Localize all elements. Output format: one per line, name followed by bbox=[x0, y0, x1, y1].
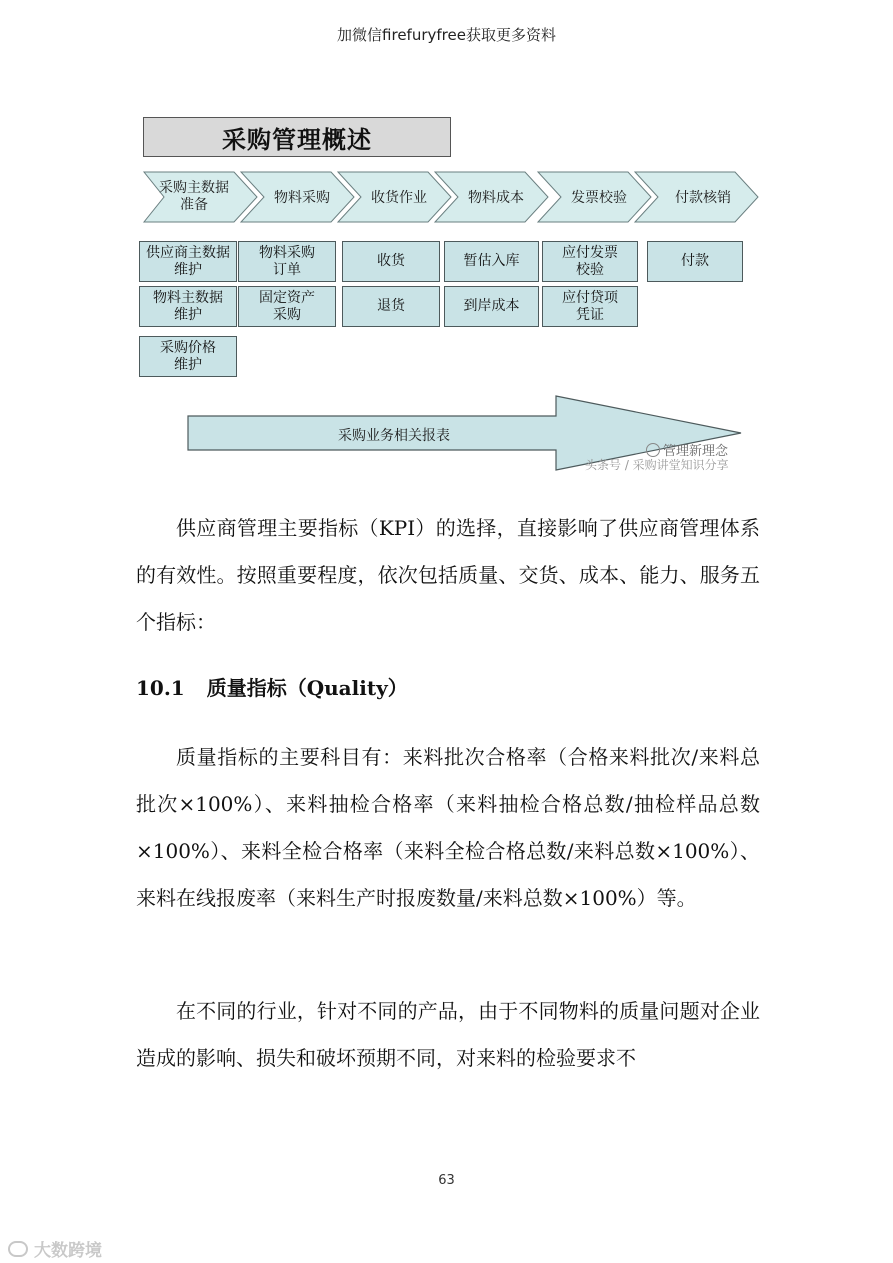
cell-material-master: 物料主数据 维护 bbox=[139, 286, 237, 327]
section-title: 质量指标（Quality） bbox=[206, 676, 408, 700]
flow-step-receiving: 收货作业 bbox=[371, 190, 427, 206]
flow-step-master-data: 采购主数据 准备 bbox=[159, 180, 229, 213]
report-arrow-label: 采购业务相关报表 bbox=[338, 428, 450, 444]
cell-goods-receipt: 收货 bbox=[342, 241, 440, 282]
cell-purchase-order: 物料采购 订单 bbox=[238, 241, 336, 282]
page-header: 加微信firefuryfree获取更多资料 bbox=[337, 26, 556, 44]
cell-fixed-asset: 固定资产 采购 bbox=[238, 286, 336, 327]
cell-estimated-receipt: 暂估入库 bbox=[444, 241, 539, 282]
cell-landed-cost: 到岸成本 bbox=[444, 286, 539, 327]
cell-invoice-verification: 应付发票 校验 bbox=[542, 241, 638, 282]
flow-step-payment: 付款核销 bbox=[675, 190, 731, 206]
cell-vendor-master: 供应商主数据 维护 bbox=[139, 241, 237, 282]
flow-step-purchasing: 物料采购 bbox=[274, 190, 330, 206]
section-heading bbox=[136, 672, 408, 701]
diagram-title: 采购管理概述 bbox=[143, 117, 451, 157]
brand-logo-icon bbox=[8, 1241, 28, 1257]
industry-paragraph bbox=[136, 988, 760, 1082]
cell-payment: 付款 bbox=[647, 241, 743, 282]
cell-credit-memo: 应付贷项 凭证 bbox=[542, 286, 638, 327]
cell-return: 退货 bbox=[342, 286, 440, 327]
industry-text: 在不同的行业，针对不同的产品，由于不同物料的质量问题对企业造成的影响、损失和破坏预期不同，对来料的检验要求不 bbox=[136, 999, 760, 1070]
flow-step-invoice: 发票校验 bbox=[571, 190, 627, 206]
corner-logo bbox=[8, 1236, 102, 1261]
corner-logo-text: 大数跨境 bbox=[34, 1241, 102, 1261]
section-number: 10.1 bbox=[136, 676, 185, 700]
quality-paragraph bbox=[136, 734, 760, 922]
page-number: 63 bbox=[438, 1173, 455, 1188]
quality-text: 质量指标的主要科目有：来料批次合格率（合格来料批次/来料总批次×100%）、来料抽检合格率（来料抽检合格总数/抽检样品总数×100%）、来料全检合格率（来料全检合格总数/来料总数×100%）、来料在线报废率（来料生产时报废数量/来料总数×100%）等。 bbox=[136, 745, 760, 910]
intro-paragraph bbox=[136, 505, 760, 646]
flow-step-cost: 物料成本 bbox=[468, 190, 524, 206]
watermark-line2: 头条号 / 采购讲堂知识分享 bbox=[585, 458, 729, 472]
intro-text: 供应商管理主要指标（KPI）的选择，直接影响了供应商管理体系的有效性。按照重要程度，依次包括质量、交货、成本、能力、服务五个指标： bbox=[136, 516, 760, 634]
watermark-logo-icon bbox=[646, 443, 660, 457]
cell-price-maintenance: 采购价格 维护 bbox=[139, 336, 237, 377]
watermark-title: 管理新理念 bbox=[663, 444, 729, 459]
